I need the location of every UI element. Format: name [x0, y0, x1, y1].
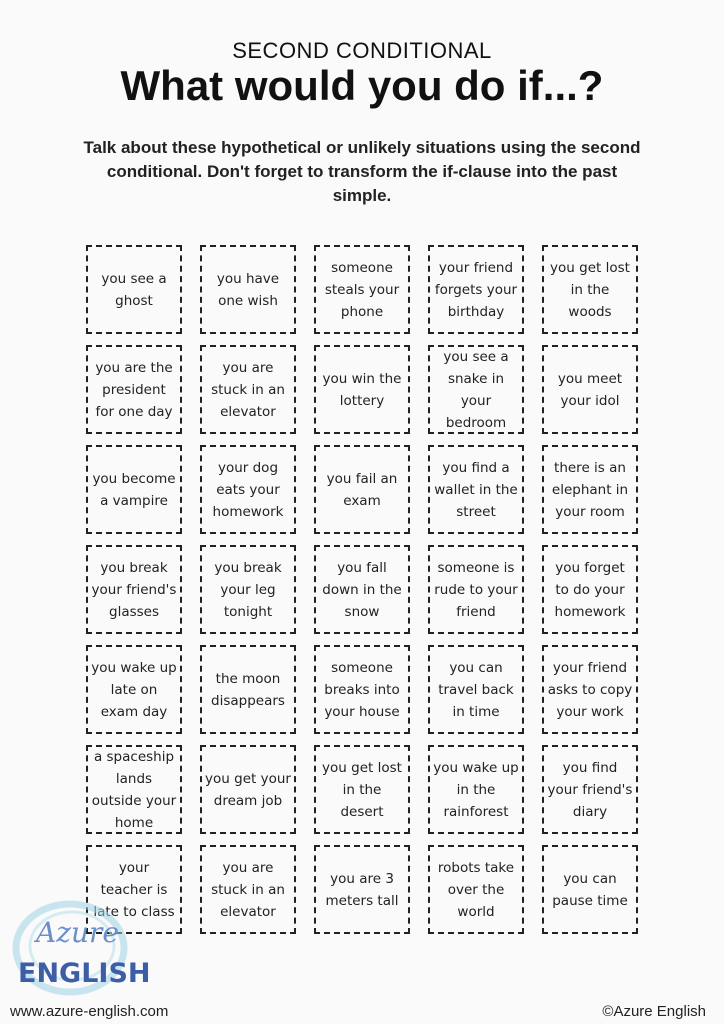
situation-card[interactable]: you find a wallet in the street: [428, 445, 524, 534]
situation-card[interactable]: you get lost in the desert: [314, 745, 410, 834]
situation-card[interactable]: your teacher is late to class: [86, 845, 182, 934]
situation-card[interactable]: a spaceship lands outside your home: [86, 745, 182, 834]
situation-card[interactable]: you meet your idol: [542, 345, 638, 434]
situation-card[interactable]: you get lost in the woods: [542, 245, 638, 334]
situation-card[interactable]: you fall down in the snow: [314, 545, 410, 634]
situation-card[interactable]: you wake up late on exam day: [86, 645, 182, 734]
situation-card[interactable]: there is an elephant in your room: [542, 445, 638, 534]
situation-card[interactable]: you are 3 meters tall: [314, 845, 410, 934]
card-grid: [86, 245, 638, 934]
situation-card[interactable]: you wake up in the rainforest: [428, 745, 524, 834]
situation-card[interactable]: you break your friend's glasses: [86, 545, 182, 634]
logo-script-text: Azure: [36, 916, 119, 949]
situation-card[interactable]: you are stuck in an elevator: [200, 845, 296, 934]
situation-card[interactable]: you forget to do your homework: [542, 545, 638, 634]
situation-card[interactable]: you fail an exam: [314, 445, 410, 534]
azure-english-logo: [10, 898, 151, 1002]
situation-card[interactable]: you break your leg tonight: [200, 545, 296, 634]
situation-card[interactable]: you have one wish: [200, 245, 296, 334]
logo-block-text: ENGLISH: [18, 958, 151, 989]
subtitle: SECOND CONDITIONAL: [232, 38, 492, 63]
situation-card[interactable]: you are stuck in an elevator: [200, 345, 296, 434]
website-link[interactable]: www.azure-english.com: [10, 1003, 169, 1020]
situation-card[interactable]: you become a vampire: [86, 445, 182, 534]
situation-card[interactable]: someone is rude to your friend: [428, 545, 524, 634]
instructions: Talk about these hypothetical or unlikely situations using the second conditional. Don't forget to transform the if-clause into the past simple.: [83, 138, 641, 205]
situation-card[interactable]: you can pause time: [542, 845, 638, 934]
copyright: ©Azure English: [602, 1003, 706, 1020]
situation-card[interactable]: the moon disappears: [200, 645, 296, 734]
situation-card[interactable]: you get your dream job: [200, 745, 296, 834]
situation-card[interactable]: your dog eats your homework: [200, 445, 296, 534]
situation-card[interactable]: you are the president for one day: [86, 345, 182, 434]
situation-card[interactable]: you see a ghost: [86, 245, 182, 334]
situation-card[interactable]: your friend asks to copy your work: [542, 645, 638, 734]
situation-card[interactable]: you can travel back in time: [428, 645, 524, 734]
page-title: What would you do if...?: [120, 62, 604, 109]
situation-card[interactable]: you see a snake in your bedroom: [428, 345, 524, 434]
situation-card[interactable]: you find your friend's diary: [542, 745, 638, 834]
situation-card[interactable]: someone breaks into your house: [314, 645, 410, 734]
situation-card[interactable]: your friend forgets your birthday: [428, 245, 524, 334]
situation-card[interactable]: robots take over the world: [428, 845, 524, 934]
situation-card[interactable]: someone steals your phone: [314, 245, 410, 334]
situation-card[interactable]: you win the lottery: [314, 345, 410, 434]
